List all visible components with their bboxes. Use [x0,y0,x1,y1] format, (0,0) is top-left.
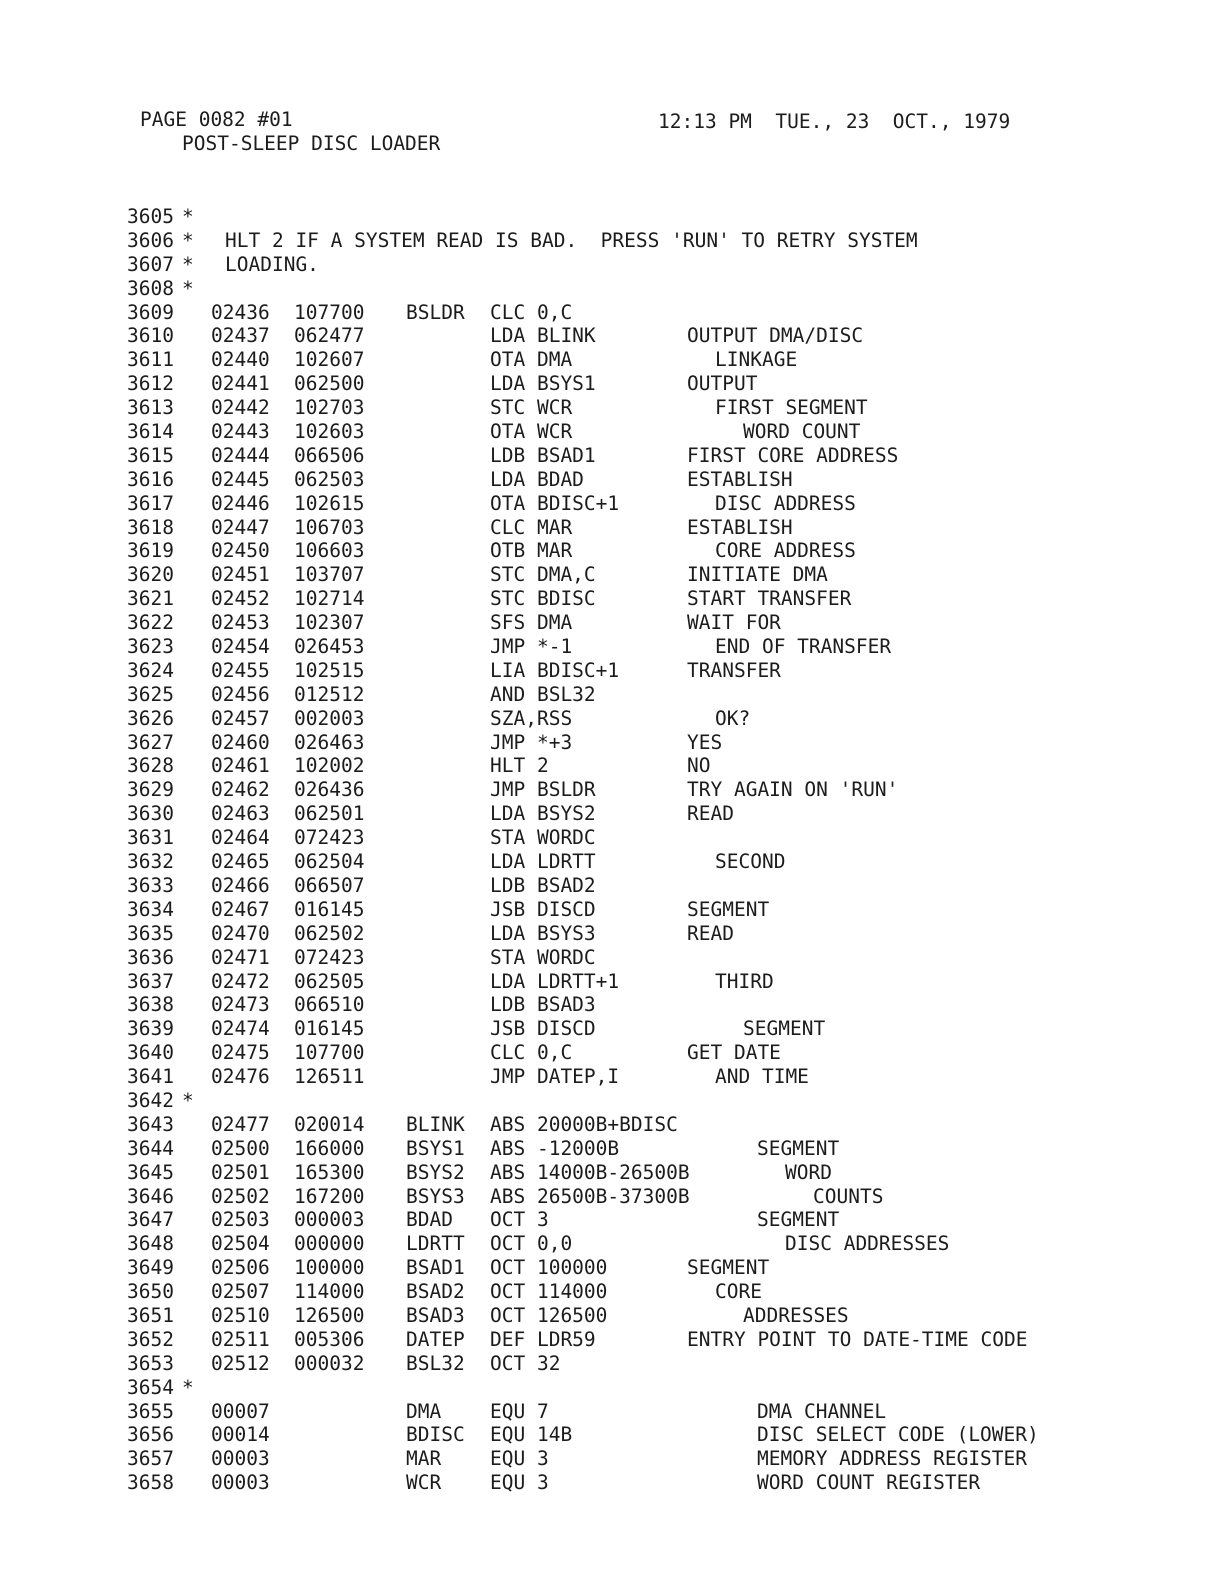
memory-address: 02457 [211,706,270,730]
instruction-comment: AND TIME [715,1065,809,1089]
memory-address: 02443 [211,420,270,444]
memory-address: 02473 [211,993,270,1017]
symbol-label: BSL32 [406,1351,465,1375]
object-code: 000003 [294,1208,365,1232]
line-number: 3639 [127,1017,174,1041]
page-title: POST-SLEEP DISC LOADER [182,132,441,155]
instruction-comment: YES [687,730,723,754]
symbol-label: MAR [406,1447,442,1471]
line-number: 3654 [127,1375,174,1399]
instruction: SFS DMA [490,611,573,635]
instruction: LDA BSYS2 [490,802,596,826]
line-number: 3620 [127,563,174,587]
instruction-comment: CORE ADDRESS [715,539,856,563]
object-code: 066507 [294,873,365,897]
instruction: JMP DATEP,I [490,1065,620,1089]
print-timestamp: 12:13 PM TUE., 23 OCT., 1979 [658,110,1011,133]
memory-address: 02455 [211,658,270,682]
line-number: 3625 [127,682,174,706]
instruction: LDA BLINK [490,324,596,348]
instruction: JMP BSLDR [490,778,596,802]
line-number: 3649 [127,1256,174,1280]
line-number: 3643 [127,1112,174,1136]
memory-address: 02506 [211,1256,270,1280]
instruction: ABS 26500B-37300B [490,1184,690,1208]
line-number: 3646 [127,1184,174,1208]
symbol-label: DMA [406,1399,442,1423]
line-number: 3632 [127,850,174,874]
memory-address: 02501 [211,1160,270,1184]
instruction: ABS 14000B-26500B [490,1160,690,1184]
line-number: 3611 [127,348,174,372]
instruction-comment: DISC ADDRESS [715,491,856,515]
line-number: 3650 [127,1280,174,1304]
instruction-comment: DISC ADDRESSES [785,1232,950,1256]
object-code: 066506 [294,443,365,467]
line-number: 3608 [127,276,174,300]
symbol-label: DATEP [406,1327,465,1351]
instruction-comment: WAIT FOR [687,611,781,635]
instruction: HLT 2 [490,754,549,778]
line-number: 3647 [127,1208,174,1232]
line-number: 3622 [127,611,174,635]
instruction-comment: ENTRY POINT TO DATE-TIME CODE [687,1327,1028,1351]
instruction: LDA LDRTT+1 [490,969,620,993]
object-code: 072423 [294,945,365,969]
memory-address: 02500 [211,1136,270,1160]
memory-address: 02465 [211,850,270,874]
symbol-label: BDISC [406,1423,465,1447]
object-code: 062477 [294,324,365,348]
instruction-comment: OK? [715,706,751,730]
instruction: STC BDISC [490,587,596,611]
memory-address: 02504 [211,1232,270,1256]
memory-address: 02463 [211,802,270,826]
line-number: 3634 [127,897,174,921]
line-number: 3626 [127,706,174,730]
instruction-comment: READ [687,921,734,945]
line-number: 3606 [127,228,174,252]
object-code: 026453 [294,635,365,659]
memory-address: 02444 [211,443,270,467]
line-number: 3616 [127,467,174,491]
instruction: AND BSL32 [490,682,596,706]
instruction-comment: END OF TRANSFER [715,635,892,659]
memory-address: 02452 [211,587,270,611]
object-code: 103707 [294,563,365,587]
instruction: OTA BDISC+1 [490,491,620,515]
line-number: 3618 [127,515,174,539]
comment-marker: * [182,276,194,300]
line-number: 3624 [127,658,174,682]
object-code: 102615 [294,491,365,515]
instruction: LDB BSAD1 [490,443,596,467]
object-code: 102607 [294,348,365,372]
symbol-label: BSYS3 [406,1184,465,1208]
memory-address: 02461 [211,754,270,778]
symbol-label: LDRTT [406,1232,465,1256]
instruction: CLC MAR [490,515,573,539]
instruction: OCT 114000 [490,1280,608,1304]
memory-address: 02446 [211,491,270,515]
line-number: 3612 [127,372,174,396]
line-number: 3628 [127,754,174,778]
line-number: 3610 [127,324,174,348]
instruction: LDA LDRTT [490,850,596,874]
instruction-comment: WORD [785,1160,832,1184]
instruction: STA WORDC [490,826,596,850]
memory-address: 02453 [211,611,270,635]
memory-address: 02454 [211,635,270,659]
instruction-comment: FIRST SEGMENT [715,396,868,420]
instruction: OTB MAR [490,539,573,563]
instruction: OCT 32 [490,1351,561,1375]
instruction: EQU 7 [490,1399,549,1423]
comment-marker: * [182,205,194,228]
object-code: 166000 [294,1136,365,1160]
symbol-label: BSAD3 [406,1303,465,1327]
line-number: 3656 [127,1423,174,1447]
line-number: 3657 [127,1447,174,1471]
instruction: LDB BSAD2 [490,873,596,897]
instruction: LIA BDISC+1 [490,658,620,682]
memory-address: 02436 [211,300,270,324]
memory-address: 02475 [211,1041,270,1065]
comment-text: LOADING. [225,252,319,276]
memory-address: 02474 [211,1017,270,1041]
object-code: 066510 [294,993,365,1017]
line-number: 3619 [127,539,174,563]
object-code: 126500 [294,1303,365,1327]
object-code: 102603 [294,420,365,444]
instruction: EQU 3 [490,1471,549,1495]
instruction-comment: INITIATE DMA [687,563,828,587]
object-code: 167200 [294,1184,365,1208]
line-number: 3652 [127,1327,174,1351]
object-code: 000000 [294,1232,365,1256]
line-number: 3640 [127,1041,174,1065]
instruction-comment: FIRST CORE ADDRESS [687,443,899,467]
line-number: 3641 [127,1065,174,1089]
line-number: 3648 [127,1232,174,1256]
instruction: STC WCR [490,396,573,420]
memory-address: 02450 [211,539,270,563]
instruction: LDA BSYS3 [490,921,596,945]
instruction: LDB BSAD3 [490,993,596,1017]
comment-marker: * [182,228,194,252]
instruction-comment: SECOND [715,850,786,874]
instruction-comment: START TRANSFER [687,587,852,611]
memory-address: 02451 [211,563,270,587]
memory-address: 00003 [211,1471,270,1495]
instruction: JMP *-1 [490,635,573,659]
object-code: 005306 [294,1327,365,1351]
object-code: 114000 [294,1280,365,1304]
instruction-comment: GET DATE [687,1041,781,1065]
memory-address: 02503 [211,1208,270,1232]
memory-address: 02437 [211,324,270,348]
instruction: OCT 3 [490,1208,549,1232]
object-code: 107700 [294,300,365,324]
instruction-comment: CORE [715,1280,762,1304]
object-code: 106703 [294,515,365,539]
memory-address: 02460 [211,730,270,754]
instruction-comment: NO [687,754,711,778]
symbol-label: BSYS2 [406,1160,465,1184]
object-code: 106603 [294,539,365,563]
line-number: 3653 [127,1351,174,1375]
object-code: 000032 [294,1351,365,1375]
symbol-label: WCR [406,1471,442,1495]
memory-address: 02477 [211,1112,270,1136]
instruction-comment: WORD COUNT REGISTER [757,1471,981,1495]
memory-address: 02507 [211,1280,270,1304]
comment-marker: * [182,1375,194,1399]
comment-marker: * [182,252,194,276]
object-code: 126511 [294,1065,365,1089]
instruction-comment: TRY AGAIN ON 'RUN' [687,778,899,802]
line-number: 3614 [127,420,174,444]
object-code: 062502 [294,921,365,945]
line-number: 3644 [127,1136,174,1160]
object-code: 026463 [294,730,365,754]
instruction-comment: OUTPUT DMA/DISC [687,324,864,348]
memory-address: 02476 [211,1065,270,1089]
instruction-comment: DMA CHANNEL [757,1399,887,1423]
line-number: 3651 [127,1303,174,1327]
object-code: 012512 [294,682,365,706]
object-code: 062503 [294,467,365,491]
symbol-label: BSYS1 [406,1136,465,1160]
memory-address: 02447 [211,515,270,539]
instruction-comment: READ [687,802,734,826]
symbol-label: BSAD1 [406,1256,465,1280]
memory-address: 02511 [211,1327,270,1351]
instruction-comment: OUTPUT [687,372,758,396]
instruction-comment: THIRD [715,969,774,993]
instruction: STC DMA,C [490,563,596,587]
instruction: OCT 126500 [490,1303,608,1327]
instruction-comment: ESTABLISH [687,467,793,491]
line-number: 3623 [127,635,174,659]
memory-address: 00014 [211,1423,270,1447]
instruction: CLC 0,C [490,1041,573,1065]
line-number: 3658 [127,1471,174,1495]
instruction: OTA DMA [490,348,573,372]
line-number: 3645 [127,1160,174,1184]
memory-address: 02512 [211,1351,270,1375]
line-number: 3642 [127,1088,174,1112]
memory-address: 02472 [211,969,270,993]
instruction: OCT 0,0 [490,1232,573,1256]
memory-address: 00007 [211,1399,270,1423]
object-code: 062504 [294,850,365,874]
object-code: 062501 [294,802,365,826]
instruction-comment: ESTABLISH [687,515,793,539]
memory-address: 00003 [211,1447,270,1471]
instruction-comment: SEGMENT [687,897,770,921]
object-code: 102703 [294,396,365,420]
memory-address: 02502 [211,1184,270,1208]
comment-text: HLT 2 IF A SYSTEM READ IS BAD. PRESS 'RUN' TO RETRY SYSTEM [225,228,918,252]
instruction: CLC 0,C [490,300,573,324]
memory-address: 02466 [211,873,270,897]
memory-address: 02470 [211,921,270,945]
line-number: 3615 [127,443,174,467]
line-number: 3627 [127,730,174,754]
line-number: 3637 [127,969,174,993]
symbol-label: BSAD2 [406,1280,465,1304]
memory-address: 02442 [211,396,270,420]
instruction: EQU 3 [490,1447,549,1471]
line-number: 3607 [127,252,174,276]
memory-address: 02462 [211,778,270,802]
object-code: 062500 [294,372,365,396]
object-code: 016145 [294,897,365,921]
line-number: 3617 [127,491,174,515]
instruction: SZA,RSS [490,706,573,730]
page-number: PAGE 0082 #01 [140,108,293,131]
object-code: 020014 [294,1112,365,1136]
memory-address: 02510 [211,1303,270,1327]
line-number: 3629 [127,778,174,802]
object-code: 102714 [294,587,365,611]
symbol-label: BSLDR [406,300,465,324]
symbol-label: BDAD [406,1208,453,1232]
instruction-comment: SEGMENT [757,1136,840,1160]
instruction-comment: WORD COUNT [743,420,861,444]
line-number: 3605 [127,205,174,228]
object-code: 165300 [294,1160,365,1184]
line-number: 3635 [127,921,174,945]
instruction: LDA BSYS1 [490,372,596,396]
memory-address: 02467 [211,897,270,921]
instruction: STA WORDC [490,945,596,969]
object-code: 062505 [294,969,365,993]
memory-address: 02464 [211,826,270,850]
instruction-comment: COUNTS [813,1184,884,1208]
instruction: LDA BDAD [490,467,584,491]
line-number: 3636 [127,945,174,969]
instruction: OTA WCR [490,420,573,444]
instruction-comment: ADDRESSES [743,1303,849,1327]
symbol-label: BLINK [406,1112,465,1136]
line-number: 3638 [127,993,174,1017]
instruction-comment: SEGMENT [687,1256,770,1280]
object-code: 026436 [294,778,365,802]
line-number: 3630 [127,802,174,826]
memory-address: 02456 [211,682,270,706]
object-code: 016145 [294,1017,365,1041]
object-code: 100000 [294,1256,365,1280]
object-code: 102307 [294,611,365,635]
comment-marker: * [182,1088,194,1112]
instruction: DEF LDR59 [490,1327,596,1351]
line-number: 3609 [127,300,174,324]
instruction: EQU 14B [490,1423,573,1447]
object-code: 107700 [294,1041,365,1065]
memory-address: 02440 [211,348,270,372]
instruction: JSB DISCD [490,1017,596,1041]
object-code: 102515 [294,658,365,682]
memory-address: 02441 [211,372,270,396]
instruction-comment: SEGMENT [743,1017,826,1041]
instruction-comment: DISC SELECT CODE (LOWER) [757,1423,1039,1447]
instruction: JSB DISCD [490,897,596,921]
line-number: 3655 [127,1399,174,1423]
instruction-comment: SEGMENT [757,1208,840,1232]
object-code: 102002 [294,754,365,778]
instruction: ABS -12000B [490,1136,620,1160]
instruction: ABS 20000B+BDISC [490,1112,678,1136]
instruction-comment: MEMORY ADDRESS REGISTER [757,1447,1028,1471]
line-number: 3631 [127,826,174,850]
line-number: 3621 [127,587,174,611]
instruction-comment: LINKAGE [715,348,798,372]
instruction-comment: TRANSFER [687,658,781,682]
object-code: 072423 [294,826,365,850]
object-code: 002003 [294,706,365,730]
line-number: 3633 [127,873,174,897]
memory-address: 02471 [211,945,270,969]
line-number: 3613 [127,396,174,420]
memory-address: 02445 [211,467,270,491]
instruction: OCT 100000 [490,1256,608,1280]
instruction: JMP *+3 [490,730,573,754]
